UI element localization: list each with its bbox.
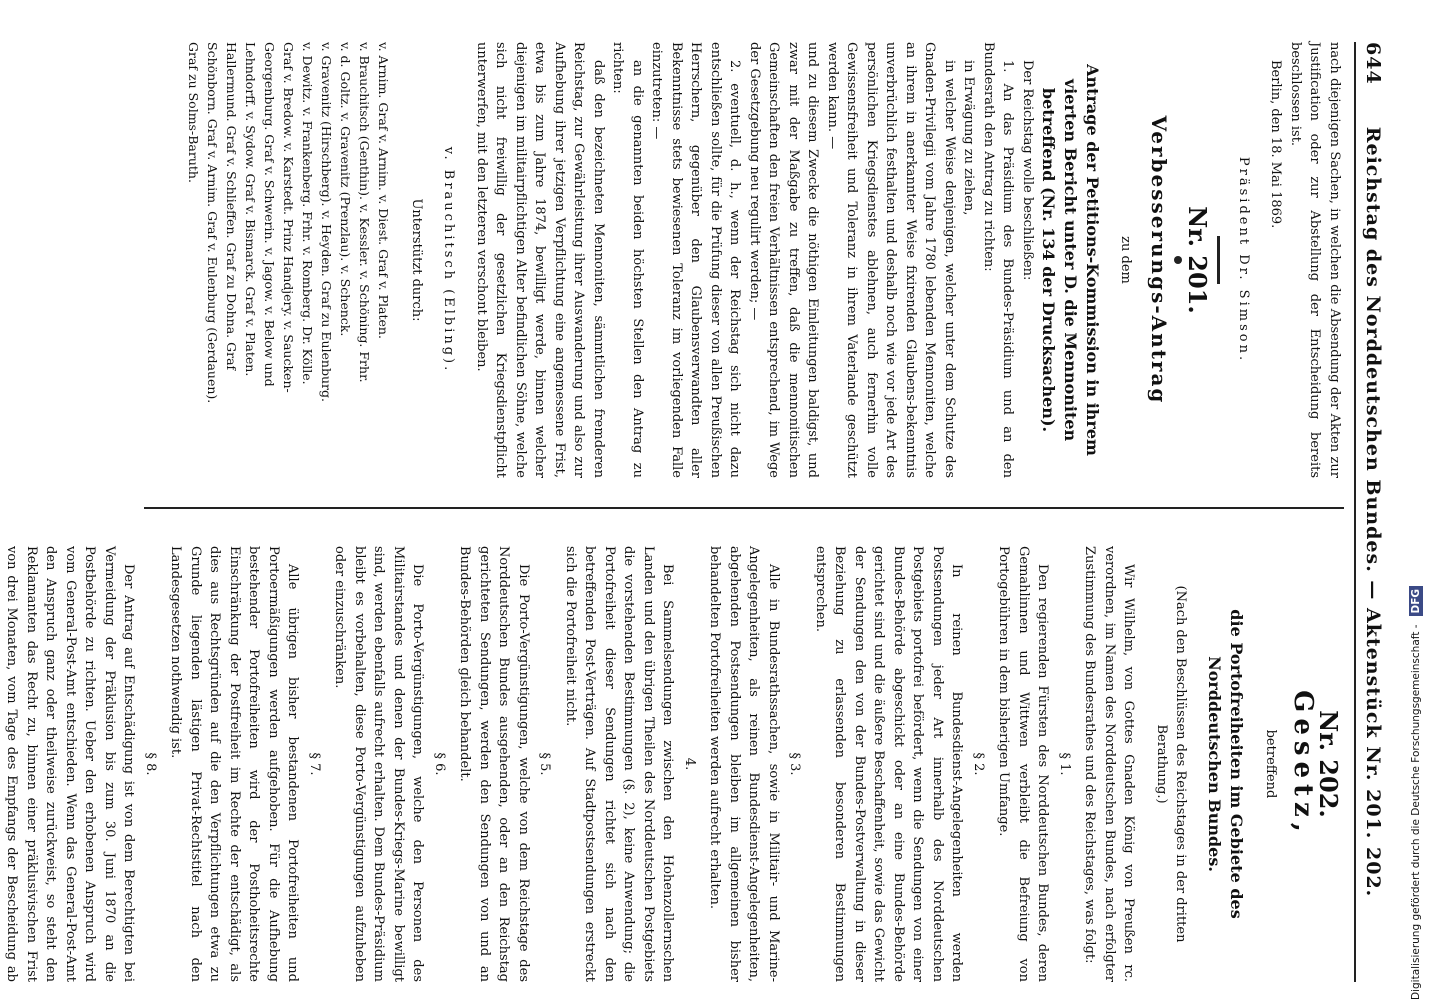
page-number: 644: [1362, 42, 1384, 85]
running-title: Reichstag des Norddeutschen Bundes. — Aktenstück Nr. 201. 202.: [1362, 126, 1384, 898]
betreffend-line: betreffend: [1263, 729, 1278, 799]
supporter-line: Lehndorff. v. Sydow. Graf v. Bismarck. Graf v. Platen.: [243, 42, 259, 377]
section-number: § 6.: [432, 752, 447, 776]
rotated-document-page: [4, 42, 1388, 982]
section-text: Bei Sammelsendungen zwischen den Hohenzollernschen Landen und den übrigen Theilen des Norddeutschen Postgebiets die vorstehenden Bestimmungen (§. 2), keine Anwendung; die Portofreiheit dieser Sendungen richtet sich nach den betreffenden Post-Verträgen. Auf Stadtpostsendungen erstreckt sich die Portofreiheit nicht.: [563, 546, 676, 982]
supporter-line: v. Arnim. Graf v. Arnim. v. Diest. Graf v. Platen.: [376, 42, 392, 339]
signature: Präsident Dr. Simson.: [1236, 156, 1251, 364]
section-number: § 1.: [1057, 752, 1072, 776]
supporter-line: Hallermund. Graf v. Schlieffen. Graf zu Dohna. Graf: [224, 42, 240, 371]
continuation-text: nach diejenigen Sachen, in welchen die Absendung der Akten zur Justification oder zur Abstellung der Entscheidung bereits beschlossen ist.: [1288, 42, 1342, 478]
section-number: § 8.: [143, 752, 158, 776]
section-text: Den regierenden Fürsten des Norddeutschen Bundes, deren Gemahlinnen und Wittwen verbleibt die Befreiung von Portogebühren in dem bisherigen Umfange.: [996, 546, 1051, 982]
zu-dem-line: zu dem: [1118, 236, 1134, 284]
place-date: Berlin, den 18. Mai 1869.: [1268, 60, 1284, 229]
digitization-footer: [1405, 0, 1427, 1000]
supported-by-label: Unterstützt durch:: [409, 198, 424, 322]
section-number: § 2.: [971, 752, 986, 776]
page-header: [1354, 42, 1388, 982]
section-text: Die Porto-Vergünstigungen, welche von dem Reichstage des Norddeutschen Bundes ausgehenden, oder an den Reichstag gerichteten Sendungen, werden den Sendungen von und an Bundes-Behörden gleich behandelt.: [457, 546, 531, 982]
item-2-body: 2. eventuell, d. h., wenn der Reichstag sich nicht dazu entschließen sollte, für die Prüfung dieser von allen Preußischen Herrschern, gegenüber den Glaubensverwandten aller Bekenntnisse stets bewiesenen Toleranz im vorliegenden Falle einzutreten: —: [649, 42, 743, 478]
preamble: Wir Wilhelm, von Gottes Gnaden König von Preußen rc. verordnen, im Namen des Norddeutschen Bundes, nach erfolgter Zustimmung des Bundesrathes und des Reichstages, was folgt:: [1082, 546, 1137, 982]
item-2-text: daß den bezeichneten Mennoniten, sämmtlichen fremderen Reichstag, zur Gewährleistung ihrer Auswanderung und also zur Aufhebung ihrer jetzigen Verpflichtung eine angemessene Frist, etwa bis zum Jahre 1874, bewilligt werde, binnen welcher diejenigen im militairpflichtigen Alter befindlichen Söhne, welche sich nicht freiwillig der gesetzlichen Kriegsdienstpflicht unterwerfen, mit den letzteren verschont bleiben.: [474, 42, 606, 478]
law-subtitle: die Portofreiheiten im Gebiete des Norddeutschen Bundes.: [1205, 609, 1247, 919]
supporter-line: v. d. Goltz. v. Gravenitz (Prenzlau). v. Schenck.: [338, 42, 354, 337]
column-divider: [144, 507, 1344, 509]
section-number: § 5.: [537, 752, 553, 776]
supporter-line: Georgenburg. Graf v. Schwerin. v. Jagow. v. Below und: [262, 42, 278, 387]
item-1-heading: 1. An das Präsidium des Bundes-Präsidium und an den Bundesrath den Antrag zu richten:: [981, 42, 1016, 478]
supporter-line: v. Dewitz. v. Frankenberg. Frhr. v. Romberg. Dr. Kölle.: [300, 42, 316, 385]
supporter-line: v. Gravenitz (Hirschberg). v. Heyden. Graf zu Eulenburg.: [319, 42, 335, 402]
supporter-line: Graf zu Solms-Baruth.: [186, 42, 202, 183]
bullet-mark: [1174, 256, 1182, 264]
header-rule: [1354, 42, 1356, 982]
section-number: § 7.: [307, 752, 322, 776]
item-1-body: in welcher Weise denjenigen, welcher unter dem Schutze des Gnaden-Privilegii vom Jahre 1780 lebenden Mennoniten, welche an ihrem in anerkannter Weise fixirenden Glaubens-bekenntnis unverbrüchlich festhalten und deshalb noch wie vor jede Art des persönlichen Kriegsdienstes ablehnen, auch fernerhin volle Gewissensfreiheit und Toleranz in ihrem Vaterlande geschützt werden kann. —: [825, 42, 957, 478]
dfg-logo: DFG: [1409, 586, 1423, 617]
law-paragraphs: [0, 546, 1074, 982]
document-number-201: Nr. 201.: [1183, 206, 1213, 314]
supporter-line: v. Brauchitsch (Genthin). v. Kessler. v. Schöning. Frhr.: [357, 42, 373, 383]
left-column: [44, 42, 1344, 478]
section-number: § 3.: [787, 752, 803, 776]
digitization-note: Digitalisierung gefördert durch die Deutsche Forschungsgemeinschaft -: [1410, 624, 1422, 1000]
reading-note: (Nach den Beschlüssen des Reichstages in der dritten Berathung.): [1154, 585, 1189, 943]
supporter-line: Graf v. Bredow. v. Karstedt. Prinz Handjery. v. Saucken-: [281, 42, 297, 393]
section-text: Alle in Bundesrathssachen, sowie in Militair- und Marine-Angelegenheiten, als reinen Bundesdienst-Angelegenheiten, abgehenden Postsendungen bleiben im allgemeinen bisher behandelten Portofreiheiten werden aufrecht erhalten.: [707, 546, 781, 982]
right-column: [4, 546, 1344, 982]
section-text: In reinen Bundesdienst-Angelegenheiten werden Postsendungen jeder Art innerhalb des Norddeutschen Postgebiets portofrei befördert, wenn die Sendungen von einer Bundes-Behörde abgeschickt oder an eine Bundes-Behörde gerichtet sind und die äußere Beschaffenheit, sowie das Gewicht der Sendungen den von der Bundes-Postverwaltung in dieser Beziehung zu erlassenden besonderen Bestimmungen entsprechen.: [813, 546, 965, 982]
separator-rule: [1218, 236, 1221, 284]
item-1-continuation: und zu diesem Zwecke die nöthigen Einleitungen baldigst, und zwar mit der Maßgabe zu treffen, daß die mennonitischen Gemeinschaften den freien Verhältnissen entsprechend, im Wege der Gesetzgebung neu regulirt werden; —: [747, 42, 821, 478]
section-text: Alle übrigen bisher bestandenen Portofreiheiten und Portoermäßigungen werden aufgehoben. Für die Aufhebung bestehender Portofreiheiten wird der Posthoheitsrechte Einschränkung der Postfreiheit im Rechte der entschädigt, als dies aus Rechtsgründen auf die den Verpflichtungen etwa zu Grunde liegenden lästigen Privat-Rechtstitel nach den Landesgesetzen nothwendig ist.: [168, 546, 301, 982]
doc-title-law: Gesetz,: [1288, 690, 1319, 838]
supporter-line: Schönborn. Graf v. Arnim. Graf v. Eulenburg (Gerdauen).: [205, 42, 221, 404]
document-number-202: Nr. 202.: [1314, 710, 1343, 818]
intro-line: Der Reichstag wolle beschließen:: [1020, 60, 1035, 281]
section-text: Die Porto-Vergünstigungen, welche den Personen des Militairstandes und denen der Bundes-Kriegs-Marine bewilligt sind, werden ebenfalls aufrecht erhalten. Dem Bundes-Präsidium bleibt es vorbehalten, diese Porto-Vergünstigungen aufzuheben oder einzuschränken.: [332, 546, 426, 982]
item-1-lead: in Erwägung zu ziehen,: [961, 60, 977, 216]
mover-name: v. Brauchitsch (Elbing).: [441, 146, 457, 374]
section-number: 4.: [682, 757, 697, 771]
item-2-lead: an die genannten beiden höchsten Stellen den Antrag zu richten:: [610, 42, 645, 478]
supporter-names: [185, 42, 394, 478]
doc-subtitle: Antrage der Petitions-Kommission in ihrem vierten Bericht unter D. die Mennoniten betreffend (Nr. 134 der Drucksachen).: [1039, 64, 1102, 456]
section-text: Der Antrag auf Entschädigung ist von dem Berechtigten bei Vermeidung der Präklusion bis zum 30. Juni 1870 an die Postbehörde zu richten. Ueber den erhobenen Anspruch wird vom General-Post-Amt entschieden. Wenn das General-Post-Amt den Anspruch ganz oder theilweise zurückweist, so steht den Reklamanten das Recht zu, binnen einer präklusivischen Frist von drei Monaten, vom Tage des Empfangs der Bescheidung ab: [4, 546, 137, 982]
doc-title-amendment: Verbesserungs-Antrag: [1147, 115, 1171, 405]
